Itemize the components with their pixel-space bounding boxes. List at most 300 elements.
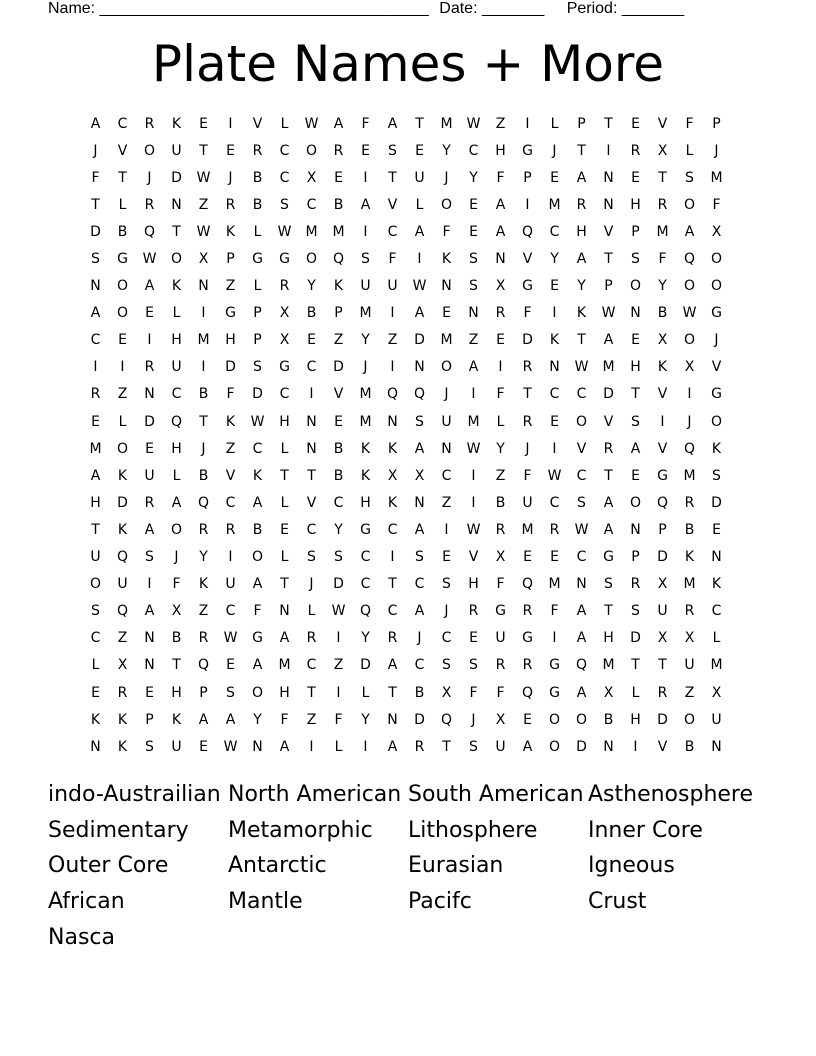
grid-letter[interactable]: S	[469, 657, 478, 674]
grid-letter[interactable]: K	[360, 467, 371, 484]
grid-letter[interactable]: P	[631, 223, 640, 240]
grid-letter[interactable]: D	[414, 332, 425, 349]
grid-letter[interactable]: F	[253, 603, 262, 620]
grid-letter[interactable]: F	[469, 684, 478, 701]
grid-letter[interactable]: J	[228, 169, 233, 186]
grid-letter[interactable]: Q	[440, 711, 453, 728]
grid-letter[interactable]: J	[444, 603, 449, 620]
grid-letter[interactable]: W	[466, 115, 481, 132]
grid-letter[interactable]: L	[280, 549, 289, 566]
grid-letter[interactable]: M	[440, 115, 453, 132]
grid-letter[interactable]: Y	[442, 142, 451, 159]
grid-letter[interactable]: Q	[683, 440, 696, 457]
grid-letter[interactable]: M	[656, 223, 669, 240]
grid-letter[interactable]: Q	[656, 494, 669, 511]
grid-letter[interactable]: O	[116, 440, 129, 457]
grid-letter[interactable]: A	[414, 603, 425, 620]
grid-letter[interactable]: O	[548, 738, 561, 755]
grid-letter[interactable]: V	[603, 223, 614, 240]
grid-letter[interactable]: L	[280, 494, 289, 511]
grid-letter[interactable]: R	[144, 494, 155, 511]
grid-letter[interactable]: Z	[333, 657, 344, 674]
grid-letter[interactable]: A	[603, 494, 614, 511]
grid-letter[interactable]: N	[252, 738, 263, 755]
grid-letter[interactable]: Q	[521, 223, 534, 240]
grid-letter[interactable]: A	[414, 305, 425, 322]
grid-letter[interactable]: D	[225, 359, 236, 376]
grid-letter[interactable]: R	[144, 196, 155, 213]
grid-letter[interactable]: E	[442, 549, 451, 566]
grid-letter[interactable]: M	[359, 413, 372, 430]
grid-letter[interactable]: Q	[413, 386, 426, 403]
grid-letter[interactable]: M	[548, 196, 561, 213]
grid-letter[interactable]: A	[252, 494, 263, 511]
grid-letter[interactable]: K	[387, 494, 398, 511]
grid-letter[interactable]: N	[198, 278, 209, 295]
grid-letter[interactable]: R	[144, 359, 155, 376]
grid-letter[interactable]: I	[147, 332, 152, 349]
grid-letter[interactable]: D	[117, 494, 128, 511]
grid-letter[interactable]: C	[225, 603, 236, 620]
grid-letter[interactable]: I	[471, 467, 476, 484]
grid-letter[interactable]: T	[604, 603, 613, 620]
grid-letter[interactable]: I	[606, 142, 611, 159]
grid-letter[interactable]: O	[629, 494, 642, 511]
grid-letter[interactable]: M	[683, 576, 696, 593]
grid-letter[interactable]: U	[387, 278, 398, 295]
grid-letter[interactable]: G	[252, 251, 263, 268]
grid-letter[interactable]: O	[683, 332, 696, 349]
grid-letter[interactable]: J	[714, 142, 719, 159]
grid-letter[interactable]: E	[631, 332, 640, 349]
grid-letter[interactable]: G	[522, 630, 533, 647]
grid-letter[interactable]: K	[90, 711, 101, 728]
grid-letter[interactable]: S	[388, 142, 397, 159]
grid-letter[interactable]: T	[172, 223, 181, 240]
grid-letter[interactable]: F	[685, 115, 694, 132]
grid-letter[interactable]: V	[603, 413, 614, 430]
grid-letter[interactable]: P	[658, 521, 667, 538]
grid-letter[interactable]: A	[576, 603, 587, 620]
grid-letter[interactable]: A	[171, 494, 182, 511]
grid-letter[interactable]: B	[117, 223, 128, 240]
grid-letter[interactable]: H	[279, 413, 290, 430]
grid-letter[interactable]: O	[305, 142, 318, 159]
grid-letter[interactable]: G	[711, 305, 722, 322]
grid-letter[interactable]: T	[118, 169, 127, 186]
grid-letter[interactable]: Z	[495, 467, 506, 484]
grid-letter[interactable]: A	[603, 332, 614, 349]
grid-letter[interactable]: B	[333, 196, 344, 213]
grid-letter[interactable]: K	[387, 440, 398, 457]
grid-letter[interactable]: I	[687, 386, 692, 403]
grid-letter[interactable]: N	[306, 413, 317, 430]
grid-letter[interactable]: N	[495, 251, 506, 268]
grid-letter[interactable]: H	[279, 684, 290, 701]
grid-letter[interactable]: K	[360, 440, 371, 457]
grid-letter[interactable]: H	[360, 494, 371, 511]
grid-letter[interactable]: L	[712, 630, 721, 647]
grid-letter[interactable]: T	[442, 738, 451, 755]
grid-letter[interactable]: L	[253, 278, 262, 295]
grid-letter[interactable]: E	[280, 521, 289, 538]
grid-letter[interactable]: O	[440, 196, 453, 213]
grid-letter[interactable]: Z	[198, 603, 209, 620]
grid-letter[interactable]: X	[657, 142, 668, 159]
grid-letter[interactable]: C	[90, 332, 101, 349]
grid-letter[interactable]: S	[307, 549, 316, 566]
grid-letter[interactable]: R	[522, 657, 533, 674]
grid-letter[interactable]: F	[523, 467, 532, 484]
grid-letter[interactable]: D	[576, 738, 587, 755]
grid-letter[interactable]: I	[363, 169, 368, 186]
grid-letter[interactable]: D	[144, 413, 155, 430]
grid-letter[interactable]: E	[523, 711, 532, 728]
grid-letter[interactable]: V	[468, 549, 479, 566]
grid-letter[interactable]: G	[549, 657, 560, 674]
grid-letter[interactable]: J	[687, 413, 692, 430]
grid-letter[interactable]: V	[117, 142, 128, 159]
grid-letter[interactable]: K	[198, 576, 209, 593]
grid-letter[interactable]: T	[280, 467, 289, 484]
grid-letter[interactable]: W	[466, 440, 481, 457]
grid-letter[interactable]: X	[657, 332, 668, 349]
grid-letter[interactable]: R	[306, 630, 317, 647]
grid-letter[interactable]: R	[252, 142, 263, 159]
grid-letter[interactable]: Q	[386, 386, 399, 403]
grid-letter[interactable]: C	[90, 630, 101, 647]
grid-letter[interactable]: K	[117, 711, 128, 728]
grid-letter[interactable]: C	[279, 386, 290, 403]
grid-letter[interactable]: G	[522, 142, 533, 159]
grid-letter[interactable]: U	[171, 359, 182, 376]
grid-letter[interactable]: N	[387, 413, 398, 430]
grid-letter[interactable]: Y	[469, 169, 478, 186]
grid-letter[interactable]: O	[251, 684, 264, 701]
grid-letter[interactable]: Q	[521, 684, 534, 701]
grid-letter[interactable]: C	[711, 603, 722, 620]
grid-letter[interactable]: N	[279, 603, 290, 620]
grid-letter[interactable]: R	[549, 521, 560, 538]
grid-letter[interactable]: K	[117, 521, 128, 538]
grid-letter[interactable]: R	[414, 738, 425, 755]
grid-letter[interactable]: T	[631, 386, 640, 403]
grid-letter[interactable]: N	[630, 521, 641, 538]
grid-letter[interactable]: U	[657, 603, 668, 620]
grid-letter[interactable]: W	[601, 305, 616, 322]
grid-letter[interactable]: R	[657, 684, 668, 701]
grid-letter[interactable]: T	[307, 684, 316, 701]
grid-letter[interactable]: R	[657, 196, 668, 213]
grid-letter[interactable]: Q	[116, 549, 129, 566]
grid-letter[interactable]: E	[550, 169, 559, 186]
grid-letter[interactable]: F	[496, 169, 505, 186]
grid-letter[interactable]: E	[469, 223, 478, 240]
grid-letter[interactable]: A	[144, 603, 155, 620]
grid-letter[interactable]: F	[172, 576, 181, 593]
grid-letter[interactable]: R	[387, 630, 398, 647]
grid-letter[interactable]: V	[576, 440, 587, 457]
grid-letter[interactable]: S	[334, 549, 343, 566]
grid-letter[interactable]: R	[522, 603, 533, 620]
grid-letter[interactable]: E	[334, 413, 343, 430]
grid-letter[interactable]: O	[251, 549, 264, 566]
grid-letter[interactable]: N	[441, 440, 452, 457]
grid-letter[interactable]: B	[657, 305, 668, 322]
grid-letter[interactable]: O	[575, 711, 588, 728]
grid-letter[interactable]: F	[442, 223, 451, 240]
grid-letter[interactable]: O	[710, 251, 723, 268]
grid-letter[interactable]: D	[603, 386, 614, 403]
grid-letter[interactable]: A	[495, 223, 506, 240]
grid-letter[interactable]: I	[390, 305, 395, 322]
grid-letter[interactable]: X	[279, 305, 290, 322]
grid-letter[interactable]: P	[577, 115, 586, 132]
grid-letter[interactable]: M	[359, 305, 372, 322]
grid-letter[interactable]: W	[277, 223, 292, 240]
grid-letter[interactable]: V	[333, 386, 344, 403]
grid-letter[interactable]: Y	[199, 549, 208, 566]
grid-letter[interactable]: Q	[521, 576, 534, 593]
grid-letter[interactable]: J	[201, 440, 206, 457]
grid-letter[interactable]: X	[171, 603, 182, 620]
grid-letter[interactable]: E	[631, 115, 640, 132]
grid-letter[interactable]: E	[145, 440, 154, 457]
grid-letter[interactable]: B	[684, 738, 695, 755]
grid-letter[interactable]: U	[495, 630, 506, 647]
grid-letter[interactable]: S	[469, 738, 478, 755]
grid-letter[interactable]: E	[496, 332, 505, 349]
grid-letter[interactable]: C	[306, 359, 317, 376]
grid-letter[interactable]: I	[93, 359, 98, 376]
grid-letter[interactable]: R	[468, 603, 479, 620]
grid-letter[interactable]: E	[307, 332, 316, 349]
grid-letter[interactable]: R	[522, 413, 533, 430]
grid-letter[interactable]: A	[576, 684, 587, 701]
grid-letter[interactable]: X	[603, 684, 614, 701]
grid-letter[interactable]: A	[576, 251, 587, 268]
grid-letter[interactable]: Z	[198, 196, 209, 213]
grid-letter[interactable]: R	[90, 386, 101, 403]
grid-letter[interactable]: V	[306, 494, 317, 511]
grid-letter[interactable]: A	[468, 359, 479, 376]
grid-letter[interactable]: Y	[361, 332, 370, 349]
grid-letter[interactable]: I	[471, 494, 476, 511]
grid-letter[interactable]: E	[442, 305, 451, 322]
grid-letter[interactable]: V	[657, 386, 668, 403]
grid-letter[interactable]: T	[388, 169, 397, 186]
grid-letter[interactable]: I	[552, 440, 557, 457]
grid-letter[interactable]: K	[441, 251, 452, 268]
grid-letter[interactable]: C	[279, 142, 290, 159]
grid-letter[interactable]: G	[117, 251, 128, 268]
grid-letter[interactable]: R	[495, 657, 506, 674]
grid-letter[interactable]: W	[304, 115, 319, 132]
grid-letter[interactable]: I	[228, 549, 233, 566]
grid-letter[interactable]: K	[684, 549, 695, 566]
grid-letter[interactable]: F	[658, 251, 667, 268]
grid-letter[interactable]: L	[172, 467, 181, 484]
grid-letter[interactable]: Q	[683, 251, 696, 268]
grid-letter[interactable]: W	[196, 169, 211, 186]
grid-letter[interactable]: O	[143, 142, 156, 159]
grid-letter[interactable]: A	[252, 576, 263, 593]
grid-letter[interactable]: X	[279, 332, 290, 349]
grid-letter[interactable]: M	[440, 332, 453, 349]
grid-letter[interactable]: Z	[441, 494, 452, 511]
grid-letter[interactable]: C	[576, 386, 587, 403]
grid-letter[interactable]: A	[414, 223, 425, 240]
grid-letter[interactable]: Y	[307, 278, 316, 295]
grid-letter[interactable]: E	[145, 684, 154, 701]
grid-letter[interactable]: M	[89, 440, 102, 457]
grid-letter[interactable]: W	[412, 278, 427, 295]
grid-letter[interactable]: S	[226, 684, 235, 701]
grid-letter[interactable]: J	[552, 142, 557, 159]
grid-letter[interactable]: A	[387, 738, 398, 755]
grid-letter[interactable]: I	[471, 386, 476, 403]
grid-letter[interactable]: P	[523, 169, 532, 186]
grid-letter[interactable]: S	[577, 494, 586, 511]
grid-letter[interactable]: Z	[225, 278, 236, 295]
grid-letter[interactable]: N	[144, 386, 155, 403]
grid-letter[interactable]: R	[333, 142, 344, 159]
grid-letter[interactable]: L	[172, 305, 181, 322]
grid-letter[interactable]: C	[387, 521, 398, 538]
grid-letter[interactable]: K	[657, 359, 668, 376]
grid-letter[interactable]: N	[144, 657, 155, 674]
grid-letter[interactable]: P	[253, 332, 262, 349]
grid-letter[interactable]: W	[574, 359, 589, 376]
grid-letter[interactable]: O	[683, 278, 696, 295]
grid-letter[interactable]: I	[363, 738, 368, 755]
grid-letter[interactable]: M	[359, 386, 372, 403]
grid-letter[interactable]: B	[306, 305, 317, 322]
grid-letter[interactable]: M	[710, 657, 723, 674]
grid-letter[interactable]: R	[495, 521, 506, 538]
grid-letter[interactable]: P	[631, 549, 640, 566]
grid-letter[interactable]: B	[684, 521, 695, 538]
grid-letter[interactable]: N	[414, 359, 425, 376]
grid-letter[interactable]: A	[414, 521, 425, 538]
grid-letter[interactable]: E	[334, 169, 343, 186]
grid-letter[interactable]: K	[171, 711, 182, 728]
grid-letter[interactable]: P	[199, 684, 208, 701]
grid-letter[interactable]: U	[684, 657, 695, 674]
grid-letter[interactable]: C	[225, 494, 236, 511]
grid-letter[interactable]: N	[630, 305, 641, 322]
grid-letter[interactable]: R	[684, 603, 695, 620]
grid-letter[interactable]: S	[415, 549, 424, 566]
grid-letter[interactable]: K	[171, 278, 182, 295]
grid-letter[interactable]: P	[334, 305, 343, 322]
grid-letter[interactable]: F	[226, 386, 235, 403]
grid-letter[interactable]: E	[199, 738, 208, 755]
grid-letter[interactable]: O	[683, 196, 696, 213]
grid-letter[interactable]: Z	[333, 332, 344, 349]
grid-letter[interactable]: L	[280, 440, 289, 457]
grid-letter[interactable]: E	[226, 142, 235, 159]
grid-letter[interactable]: A	[495, 196, 506, 213]
grid-letter[interactable]: N	[711, 738, 722, 755]
grid-letter[interactable]: O	[170, 521, 183, 538]
grid-letter[interactable]: B	[414, 684, 425, 701]
grid-letter[interactable]: Z	[306, 711, 317, 728]
grid-letter[interactable]: K	[117, 467, 128, 484]
grid-letter[interactable]: I	[525, 196, 530, 213]
grid-letter[interactable]: Z	[225, 440, 236, 457]
grid-letter[interactable]: C	[441, 630, 452, 647]
grid-letter[interactable]: Z	[117, 630, 128, 647]
grid-letter[interactable]: O	[440, 359, 453, 376]
grid-letter[interactable]: A	[684, 223, 695, 240]
grid-letter[interactable]: A	[279, 738, 290, 755]
grid-letter[interactable]: X	[387, 467, 398, 484]
grid-letter[interactable]: P	[712, 115, 721, 132]
grid-letter[interactable]: I	[363, 223, 368, 240]
grid-letter[interactable]: Z	[684, 684, 695, 701]
grid-letter[interactable]: Q	[170, 413, 183, 430]
grid-letter[interactable]: A	[252, 657, 263, 674]
grid-letter[interactable]: B	[252, 196, 263, 213]
grid-letter[interactable]: B	[171, 630, 182, 647]
grid-letter[interactable]: A	[198, 711, 209, 728]
grid-letter[interactable]: S	[91, 603, 100, 620]
grid-letter[interactable]: O	[305, 251, 318, 268]
grid-letter[interactable]: T	[199, 142, 208, 159]
grid-letter[interactable]: O	[89, 576, 102, 593]
grid-letter[interactable]: G	[225, 305, 236, 322]
grid-letter[interactable]: I	[498, 359, 503, 376]
grid-letter[interactable]: P	[226, 251, 235, 268]
grid-letter[interactable]: R	[630, 142, 641, 159]
grid-letter[interactable]: U	[711, 711, 722, 728]
grid-letter[interactable]: A	[225, 711, 236, 728]
grid-letter[interactable]: A	[90, 467, 101, 484]
grid-letter[interactable]: L	[253, 223, 262, 240]
grid-letter[interactable]: A	[522, 738, 533, 755]
grid-letter[interactable]: M	[602, 359, 615, 376]
grid-letter[interactable]: C	[171, 386, 182, 403]
grid-letter[interactable]: J	[417, 630, 422, 647]
grid-letter[interactable]: S	[685, 169, 694, 186]
grid-letter[interactable]: J	[444, 169, 449, 186]
grid-letter[interactable]: T	[388, 684, 397, 701]
grid-letter[interactable]: F	[496, 684, 505, 701]
grid-letter[interactable]: I	[201, 305, 206, 322]
grid-letter[interactable]: P	[253, 305, 262, 322]
grid-letter[interactable]: X	[495, 549, 506, 566]
grid-letter[interactable]: C	[360, 549, 371, 566]
grid-letter[interactable]: E	[226, 657, 235, 674]
grid-letter[interactable]: D	[657, 549, 668, 566]
grid-letter[interactable]: Q	[197, 494, 210, 511]
grid-letter[interactable]: H	[171, 332, 182, 349]
grid-letter[interactable]: U	[171, 738, 182, 755]
grid-letter[interactable]: F	[496, 576, 505, 593]
grid-letter[interactable]: C	[549, 386, 560, 403]
grid-letter[interactable]: C	[360, 576, 371, 593]
grid-letter[interactable]: F	[550, 603, 559, 620]
grid-letter[interactable]: I	[633, 738, 638, 755]
grid-letter[interactable]: M	[683, 467, 696, 484]
grid-letter[interactable]: E	[361, 142, 370, 159]
grid-letter[interactable]: Q	[575, 657, 588, 674]
grid-letter[interactable]: X	[306, 169, 317, 186]
grid-letter[interactable]: T	[388, 576, 397, 593]
grid-letter[interactable]: A	[630, 440, 641, 457]
grid-letter[interactable]: V	[657, 440, 668, 457]
